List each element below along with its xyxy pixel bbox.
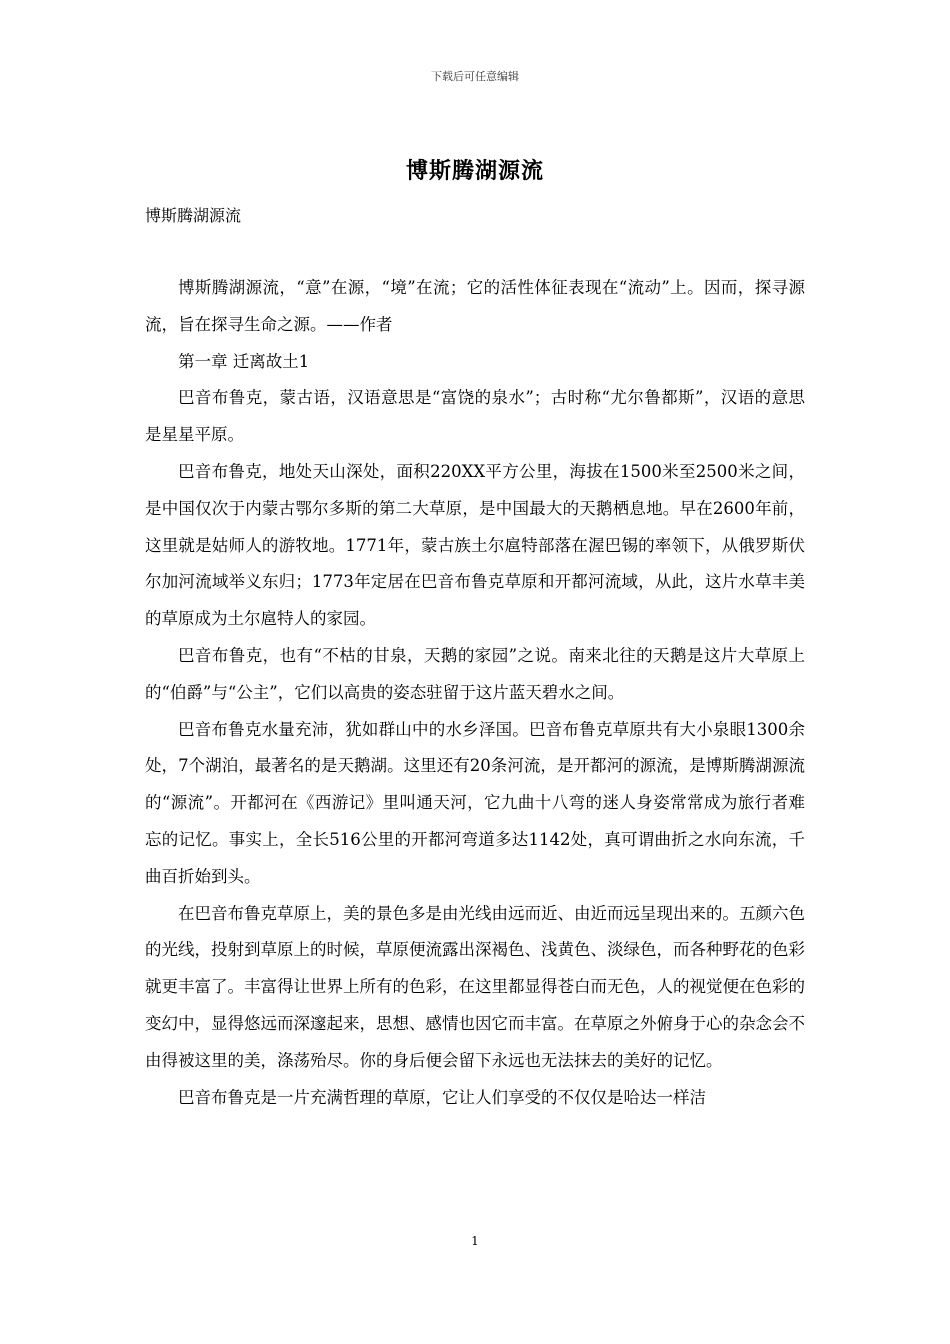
- paragraph: 巴音布鲁克，蒙古语，汉语意思是“富饶的泉水”；古时称“尤尔鲁都斯”，汉语的意思是星星平原。: [145, 388, 805, 445]
- paragraph: 巴音布鲁克，地处天山深处，面积220XX平方公里，海拔在1500米至2500米之间，是中国仅次于内蒙古鄂尔多斯的第二大草原，是中国最大的天鹅栖息地。早在2600年前， 这里就是姑师人的游牧地。1771年，蒙古族土尔扈特部落在渥巴锡的率领下，从俄罗斯伏尔加河流域举义东归；1773年定居在巴音布鲁克草原和开都河流域，从此，这片水草丰美的草原成为土尔扈特人的家园。: [145, 461, 805, 629]
- paragraph: 巴音布鲁克是一片充满哲理的草原，它让人们享受的不仅仅是哈达一样洁: [178, 1087, 706, 1107]
- paragraph: 在巴音布鲁克草原上，美的景色多是由光线由远而近、由近而远呈现出来的。五颜六色的光线，投射到草原上的时候，草原便流露出深褐色、浅黄色、淡绿色，而各种野花的色彩就更丰富了。丰富得让世界上所有的色彩，在这里都显得苍白而无色，人的视觉便在色彩的变幻中，显得悠远而深邃起来，思想、感情也因它而丰富。在草原之外俯身于心的杂念会不由得被这里的美，涤荡殆尽。你的身后便会留下永远也无法抹去的美好的记忆。: [145, 903, 805, 1070]
- document-subtitle: 博斯腾湖源流: [145, 206, 242, 225]
- body-text: [145, 270, 805, 1116]
- document-title: 博斯腾湖源流: [405, 158, 544, 184]
- paragraph: 巴音布鲁克，也有“不枯的甘泉，天鹅的家园”之说。南来北往的天鹅是这片大草原上的“伯爵”与“公主”，它们以高贵的姿态驻留于这片蓝天碧水之间。: [145, 645, 805, 702]
- page-number: 1: [471, 1234, 479, 1248]
- paragraph: 博斯腾湖源流，“意”在源，“境”在流；它的活性体征表现在“流动”上。因而，探寻源流，旨在探寻生命之源。——作者: [145, 278, 805, 334]
- header-note: 下载后可任意编辑: [431, 70, 519, 83]
- chapter-heading: 第一章 迁离故土1: [178, 351, 310, 371]
- paragraph: 巴音布鲁克水量充沛，犹如群山中的水乡泽国。巴音布鲁克草原共有大小泉眼1300余处，7个湖泊，最著名的是天鹅湖。这里还有20条河流，是开都河的源流，是博斯腾湖源流的“源流”。开都河在《西游记》里叫通天河，它九曲十八弯的迷人身姿常常成为旅行者难忘的记忆。事实上，全长516公里的开都河弯道多达1142处，真可谓曲折之水向东流，千曲百折始到头。: [145, 719, 805, 886]
